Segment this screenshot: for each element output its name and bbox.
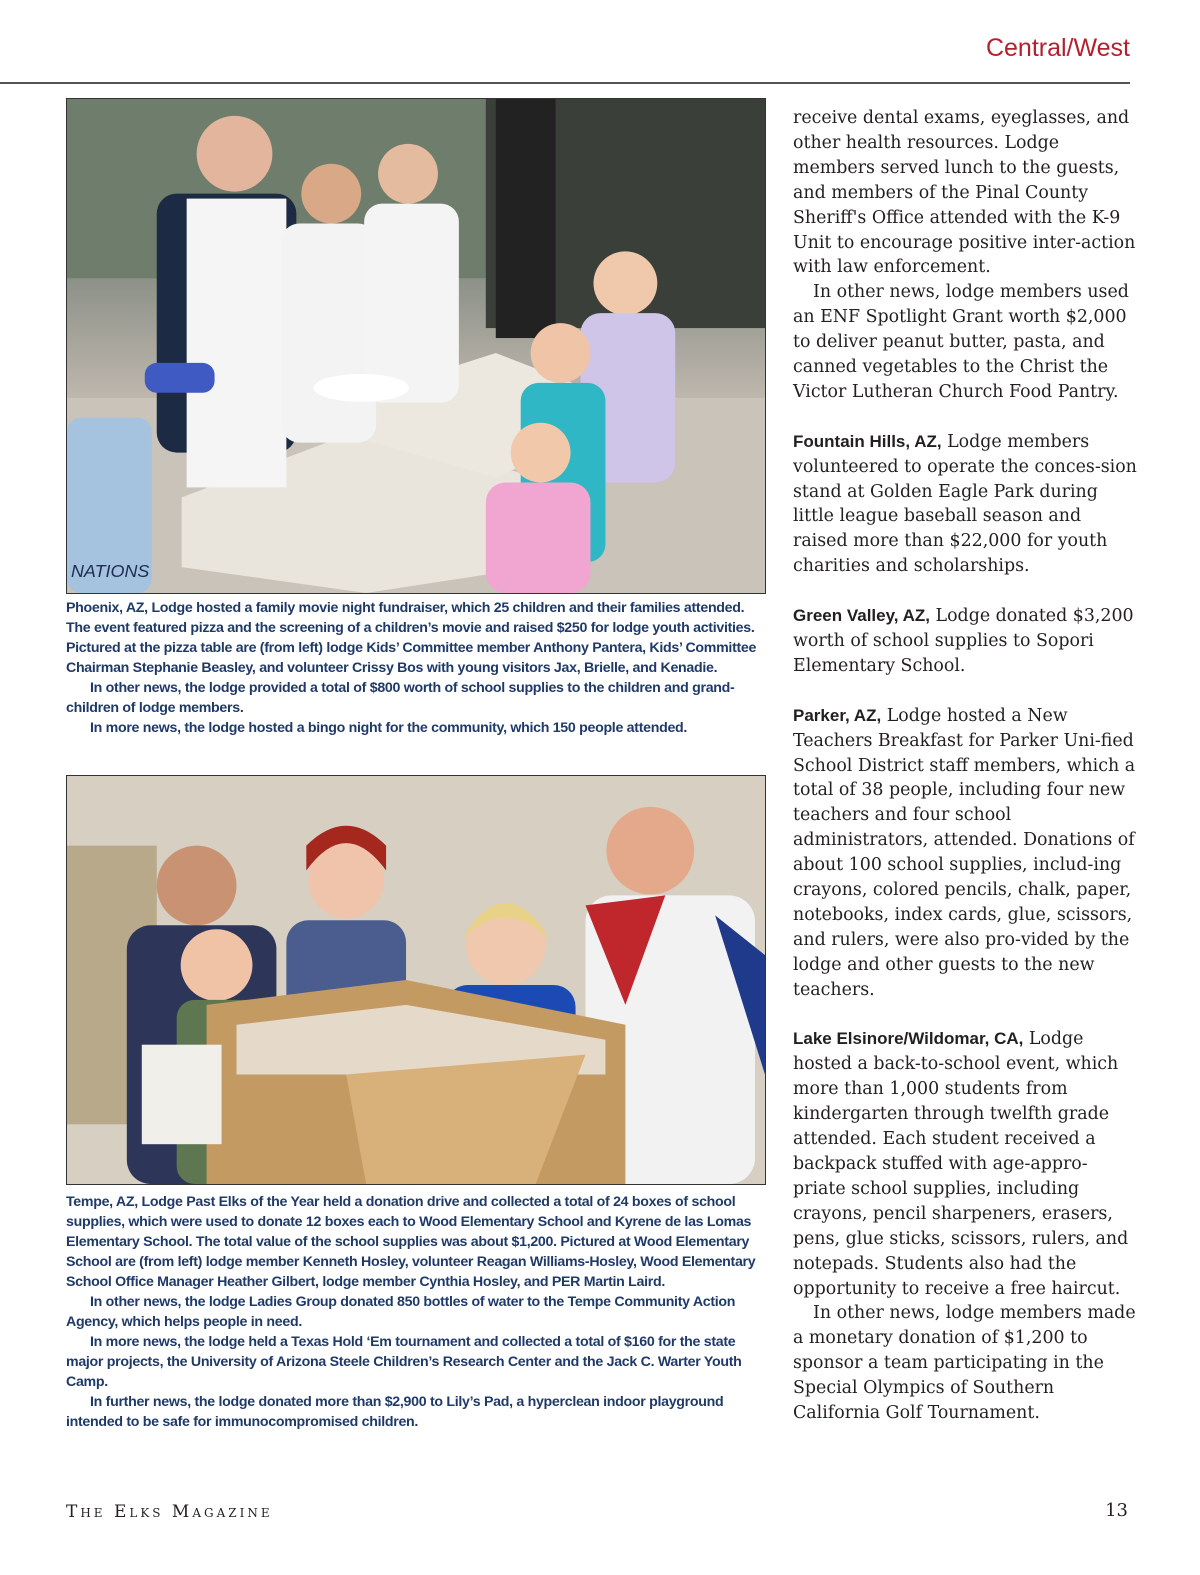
article-column <box>793 106 1138 1426</box>
caption-place: Tempe, AZ, <box>66 1194 138 1210</box>
article-paragraph: In other news, lodge members made a monetary donation of $1,200 to sponsor a team participating in the Special Olympics of Southern California Golf Tournament. <box>793 1303 1136 1424</box>
page-number: 13 <box>1105 1500 1128 1521</box>
entry-place: Fountain Hills, AZ, <box>793 431 942 451</box>
caption-paragraph: In more news, the lodge held a Texas Hold ‘Em tournament and collected a total of $160 for the state major projects, the University of Arizona Steele Children’s Research Center and the Jack C. Warter Youth Camp. <box>66 1334 742 1390</box>
caption-paragraph: In more news, the lodge hosted a bingo night for the community, which 150 people attended. <box>90 720 688 736</box>
photo-tempe-illustration <box>67 776 765 1184</box>
article-entry-parker <box>793 704 1138 1003</box>
entry-text: Lodge hosted a back-to-school event, which more than 1,000 students from kindergarten through twelfth grade attended. Each student received a backpack stuffed with age-appro-priate school supplies, including crayons, pencil sharpeners, erasers, pens, glue sticks, scissors, rulers, and notepads. Students also had the opportunity to receive a free haircut. <box>793 1029 1129 1299</box>
photo-phoenix-illustration <box>67 99 765 593</box>
caption-paragraph: In other news, the lodge provided a total of $800 worth of school supplies to the children and grand-children of lodge members. <box>66 680 735 716</box>
caption-place: Phoenix, AZ, <box>66 600 148 616</box>
caption-text: Lodge Past Elks of the Year held a donation drive and collected a total of 24 boxes of school supplies, which were used to donate 12 boxes each to Wood Elementary School and Kyrene de las Lomas Elementary School. The total value of the school supplies was about $1,200. Pictured at Wood Elementary School are (from left) lodge member Kenneth Hosley, volunteer Reagan Williams-Hosley, Wood Elementary School Office Manager Heather Gilbert, lodge member Cynthia Hosley, and PER Martin Laird. <box>66 1194 756 1290</box>
header-rule <box>0 82 1130 84</box>
caption-phoenix-main <box>66 598 768 678</box>
entry-text: Lodge hosted a New Teachers Breakfast for Parker Uni-fied School District staff members, which a total of 38 people, including four new teachers and four school administrators, attended. Donations of about 100 school supplies, includ-ing crayons, colored pencils, chalk, paper, notebooks, index cards, glue, scissors, and rulers, were also pro-vided by the lodge and other guests to the new teachers. <box>793 705 1136 1000</box>
entry-text: Lodge members volunteered to operate the conces-sion stand at Golden Eagle Park during little league baseball season and raised more than $22,000 for youth charities and scholarships. <box>793 431 1137 577</box>
entry-text: Lodge donated $3,200 worth of school supplies to Sopori Elementary School. <box>793 606 1134 676</box>
article-paragraph: In other news, lodge members used an ENF Spotlight Grant worth $2,000 to deliver peanut butter, pasta, and canned vegetables to the Christ the Victor Lutheran Church Food Pantry. <box>793 282 1129 402</box>
entry-place: Green Valley, AZ, <box>793 606 931 626</box>
photo-tempe-supplies <box>66 775 766 1185</box>
magazine-title-text: The Elks Magazine <box>66 1502 273 1522</box>
article-entry-green-valley <box>793 604 1138 679</box>
caption-tempe <box>66 1192 768 1432</box>
article-paragraph: receive dental exams, eyeglasses, and other health resources. Lodge members served lunch to the guests, and members of the Pinal County Sheriff's Office attended with the K-9 Unit to encourage positive inter-action with law enforcement. <box>793 108 1136 278</box>
caption-phoenix <box>66 598 768 738</box>
caption-paragraph: In other news, the lodge Ladies Group donated 850 bottles of water to the Tempe Community Action Agency, which helps people in need. <box>66 1294 736 1330</box>
jug-label: NATIONS <box>70 561 150 582</box>
caption-text: Lodge hosted a family movie night fundraiser, which 25 children and their families attended. The event featured pizza and the screening of a children’s movie and raised $250 for lodge youth activities. Pictured at the pizza table are (from left) lodge Kids’ Committee member Anthony Pantera, Kids’ Committee Chairman Stephanie Beasley, and volunteer Crissy Bos with young visitors Jax, Brielle, and Kenadie. <box>66 600 757 676</box>
entry-place: Lake Elsinore/Wildomar, CA, <box>793 1029 1024 1049</box>
article-entry-fountain-hills <box>793 430 1138 579</box>
magazine-title <box>66 1502 273 1522</box>
article-entry-lake-elsinore <box>793 1027 1138 1301</box>
entry-place: Parker, AZ, <box>793 705 882 725</box>
section-title: Central/West <box>985 34 1130 62</box>
photo-phoenix-pizza <box>66 98 766 594</box>
caption-paragraph: In further news, the lodge donated more than $2,900 to Lily’s Pad, a hyperclean indoor playground intended to be safe for immunocompromised children. <box>66 1394 724 1430</box>
caption-tempe-main <box>66 1192 768 1292</box>
